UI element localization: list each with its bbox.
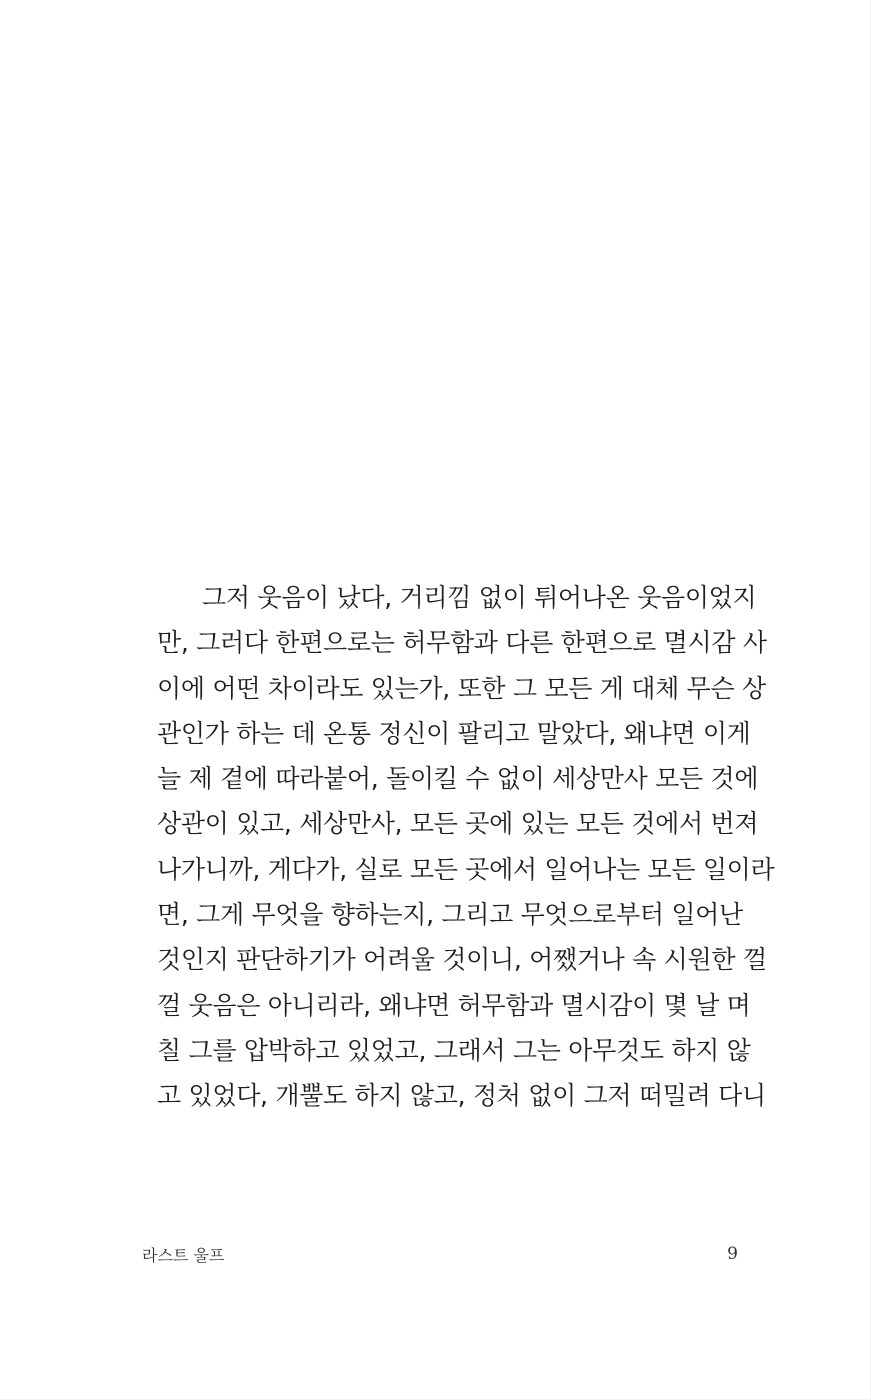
text-line: 늘 제 곁에 따라붙어, 돌이킬 수 없이 세상만사 모든 것에: [157, 764, 759, 794]
text-line: 껄 웃음은 아니리라, 왜냐면 허무함과 멸시감이 몇 날 며: [157, 990, 751, 1020]
text-line: 상관이 있고, 세상만사, 모든 곳에 있는 모든 것에서 번져: [157, 809, 759, 839]
page-footer: [142, 1240, 738, 1268]
text-line: 이에 어떤 차이라도 있는가, 또한 그 모든 게 대체 무슨 상: [157, 673, 766, 703]
body-text: [157, 575, 775, 1119]
text-line: 만, 그러다 한편으로는 허무함과 다른 한편으로 멸시감 사: [157, 628, 767, 658]
text-line: 것인지 판단하기가 어려울 것이니, 어쨌거나 속 시원한 껄: [157, 945, 767, 975]
text-line: 면, 그게 무엇을 향하는지, 그리고 무엇으로부터 일어난: [157, 900, 743, 930]
text-line: 그저 웃음이 났다, 거리낌 없이 튀어나온 웃음이었지: [202, 583, 757, 612]
running-title: 라스트 울프: [142, 1245, 225, 1265]
text-line: 칠 그를 압박하고 있었고, 그래서 그는 아무것도 하지 않: [157, 1035, 751, 1065]
text-line: 관인가 하는 데 온통 정신이 팔리고 말았다, 왜냐면 이게: [157, 718, 751, 748]
text-line: 고 있었다, 개뿔도 하지 않고, 정처 없이 그저 떠밀려 다니: [157, 1081, 766, 1111]
text-line: 나가니까, 게다가, 실로 모든 곳에서 일어나는 모든 일이라: [157, 854, 775, 884]
page-number: 9: [727, 1244, 738, 1264]
